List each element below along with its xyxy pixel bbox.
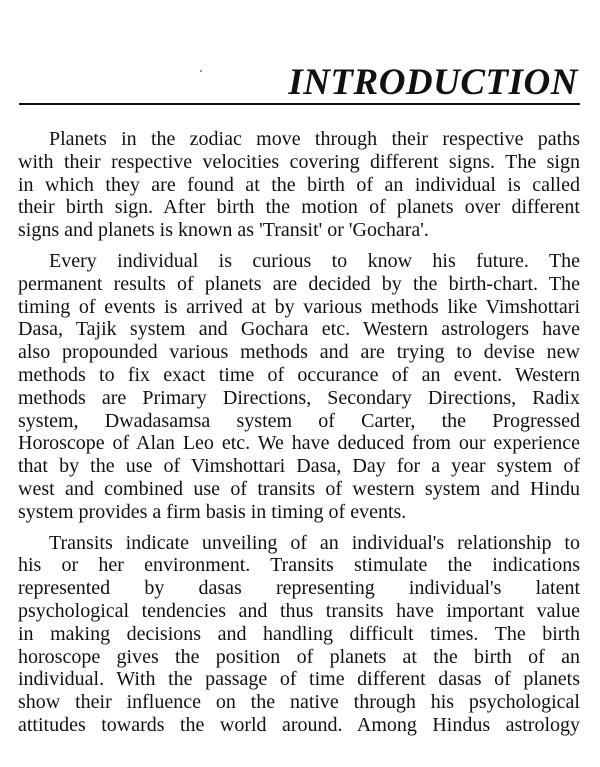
text-line: methods are Primary Directions, Secondary Directions, Radix: [18, 386, 580, 409]
paragraph: [18, 532, 580, 737]
text-line: that by the use of Vimshottari Dasa, Day for a year system of: [18, 455, 580, 478]
text-line: Dasa, Tajik system and Gochara etc. Western astrologers have: [18, 318, 580, 341]
text-line: west and combined use of transits of western system and Hindu: [18, 477, 580, 500]
text-line: with their respective velocities covering different signs. The sign: [18, 150, 580, 173]
text-line: in making decisions and handling difficult times. The birth: [18, 622, 580, 645]
text-line: attitudes towards the world around. Among Hindus astrology: [18, 713, 580, 736]
text-line: methods to fix exact time of occurance of an event. Western: [18, 363, 580, 386]
heading-rule: [19, 52, 580, 105]
text-line: permanent results of planets are decided by the birth-chart. The: [18, 272, 580, 295]
text-line: signs and planets is known as 'Transit' or 'Gochara'.: [18, 219, 429, 242]
text-line: their birth sign. After birth the motion of planets over different: [18, 196, 580, 219]
text-line: Horoscope of Alan Leo etc. We have deduced from our experience: [18, 432, 580, 455]
text-line: horoscope gives the position of planets at the birth of an: [18, 645, 580, 668]
text-line: timing of events is arrived at by various methods like Vimshottari: [18, 295, 580, 318]
text-line: represented by dasas representing individual's latent: [18, 577, 580, 600]
text-line: individual. With the passage of time different dasas of planets: [18, 668, 580, 691]
paragraph: [18, 128, 580, 242]
text-line: his or her environment. Transits stimulate the indications: [18, 554, 580, 577]
text-line: in which they are found at the birth of an individual is called: [18, 173, 580, 196]
paragraph: [18, 250, 580, 524]
text-line: show their influence on the native through his psychological: [18, 691, 580, 714]
text-line: Every individual is curious to know his future. The: [49, 249, 580, 272]
text-line: system provides a firm basis in timing of events.: [18, 500, 407, 523]
page-title: INTRODUCTION: [288, 62, 578, 103]
text-line: Transits indicate unveiling of an individual's relationship to: [49, 531, 580, 554]
text-line: system, Dwadasamsa system of Carter, the Progressed: [18, 409, 580, 432]
body-text: [18, 128, 580, 745]
text-line: also propounded various methods and are trying to devise new: [18, 341, 580, 364]
text-line: Planets in the zodiac move through their respective paths: [49, 128, 580, 150]
text-line: psychological tendencies and thus transits have important value: [18, 599, 580, 622]
